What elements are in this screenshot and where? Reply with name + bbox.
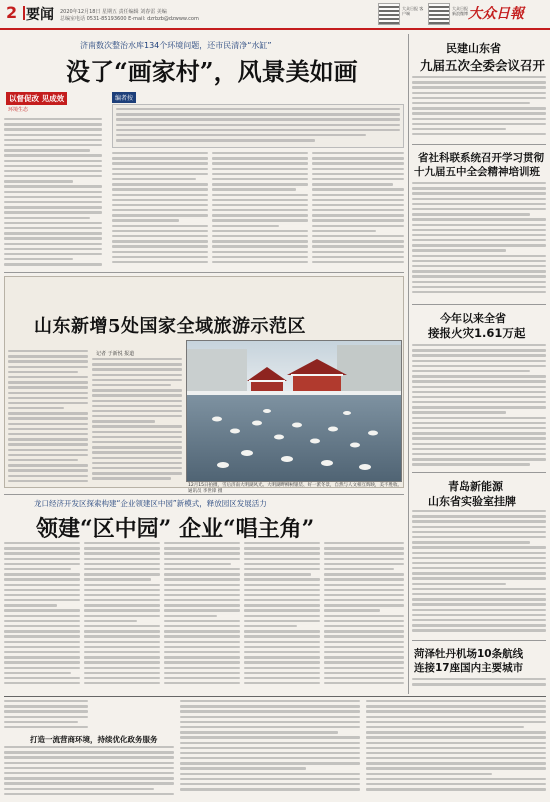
right-s4-body [412, 510, 546, 636]
right-s2-title-2: 十九届五中全会精神培训班 [414, 166, 540, 178]
section-divider [23, 6, 25, 20]
section-rule [4, 494, 404, 495]
bottom-col3 [366, 700, 546, 798]
tourism-headline: 山东新增5处国家全域旅游示范区 [34, 316, 307, 337]
zone-body-col3 [164, 542, 240, 688]
tourism-body-col2 [92, 358, 182, 486]
right-s3-body [412, 344, 546, 468]
page-number: 2 [6, 3, 18, 22]
zone-body-col4 [244, 542, 320, 688]
right-s3-title-1: 今年以来全省 [440, 312, 506, 325]
newspaper-logo: 大众日報 [468, 6, 524, 22]
lead-body-col4 [312, 152, 404, 268]
section-rule [412, 304, 546, 305]
zone-body-col2 [84, 542, 160, 688]
series-tag: 以督促改 见成效 [6, 92, 67, 105]
qr-code-icon[interactable] [428, 3, 450, 25]
zone-body-col5 [324, 542, 404, 688]
zone-headline: 领建“区中园” 企业“唱主角” [36, 516, 315, 542]
section-rule [412, 640, 546, 641]
right-s4-title-2: 山东省实验室挂牌 [428, 495, 516, 508]
lead-body-col1 [4, 118, 102, 268]
qr-label: 大众日报 客户端 [402, 6, 424, 16]
zone-kicker: 龙口经济开发区探索构建“企业领建区中园”新模式，释放园区发展活力 [34, 499, 267, 508]
bottom-headline: 打造一流营商环境，持续优化政务服务 [30, 735, 158, 744]
bottom-rule [4, 696, 546, 697]
right-s1-body [412, 76, 546, 140]
meta-line-date: 2020年12月18日 星期五 责任编辑 刘春雷 美编 [60, 9, 167, 15]
bottom-col2 [180, 700, 360, 798]
bottom-col1-top [4, 700, 88, 730]
swan-lake-photo [187, 341, 402, 482]
tourism-body-col1 [8, 350, 88, 486]
tourism-byline: 记者 于新悦 报道 [96, 351, 135, 357]
right-s5-title-1: 菏泽牡丹机场10条航线 [414, 648, 524, 660]
editor-note-text [116, 108, 400, 146]
lead-kicker: 济南数次整治水库134个环境问题，还市民清净“水缸” [80, 41, 272, 50]
bottom-col1 [4, 746, 174, 798]
right-s4-title-1: 青岛新能源 [448, 480, 503, 493]
section-rule [412, 144, 546, 145]
right-s5-title-2: 连接17座国内主要城市 [414, 662, 524, 674]
header-meta [60, 9, 199, 23]
lead-body-col3 [212, 152, 308, 268]
right-s2-body [412, 182, 546, 300]
qr-label: 大众日报 新浪微博 [452, 6, 468, 16]
tourism-photo-caption: 12月15日拍摄，雪后济南大明湖风光。大明湖畔柳树银装、好一派冬景，自然与人文相互辉映，美不胜收。 通讯员 李世锋 摄 [188, 483, 402, 494]
right-s5-body [412, 678, 546, 692]
lead-body-col2 [112, 152, 208, 268]
meta-line-contact: 总编室电话 0531-85193600 E-mail: dzrbzb@dzwww.com [60, 16, 199, 22]
tourism-photo [186, 340, 402, 482]
section-title: 要闻 [26, 7, 54, 23]
right-s1-title-2: 九届五次全委会议召开 [420, 58, 546, 73]
lead-headline: 没了“画家村”，风景美如画 [66, 57, 358, 86]
right-s2-title-1: 省社科联系统召开学习贯彻 [418, 152, 544, 164]
lead-byline: 环境生态 [8, 107, 29, 113]
section-rule [412, 472, 546, 473]
editor-note-tag: 编者按 [112, 92, 136, 103]
right-s1-title-1: 民建山东省 [446, 42, 501, 55]
zone-body-col1 [4, 542, 80, 688]
section-rule [4, 272, 404, 273]
qr-code-icon[interactable] [378, 3, 400, 25]
right-s3-title-2: 接报火灾1.61万起 [428, 326, 526, 340]
column-divider [408, 34, 409, 694]
